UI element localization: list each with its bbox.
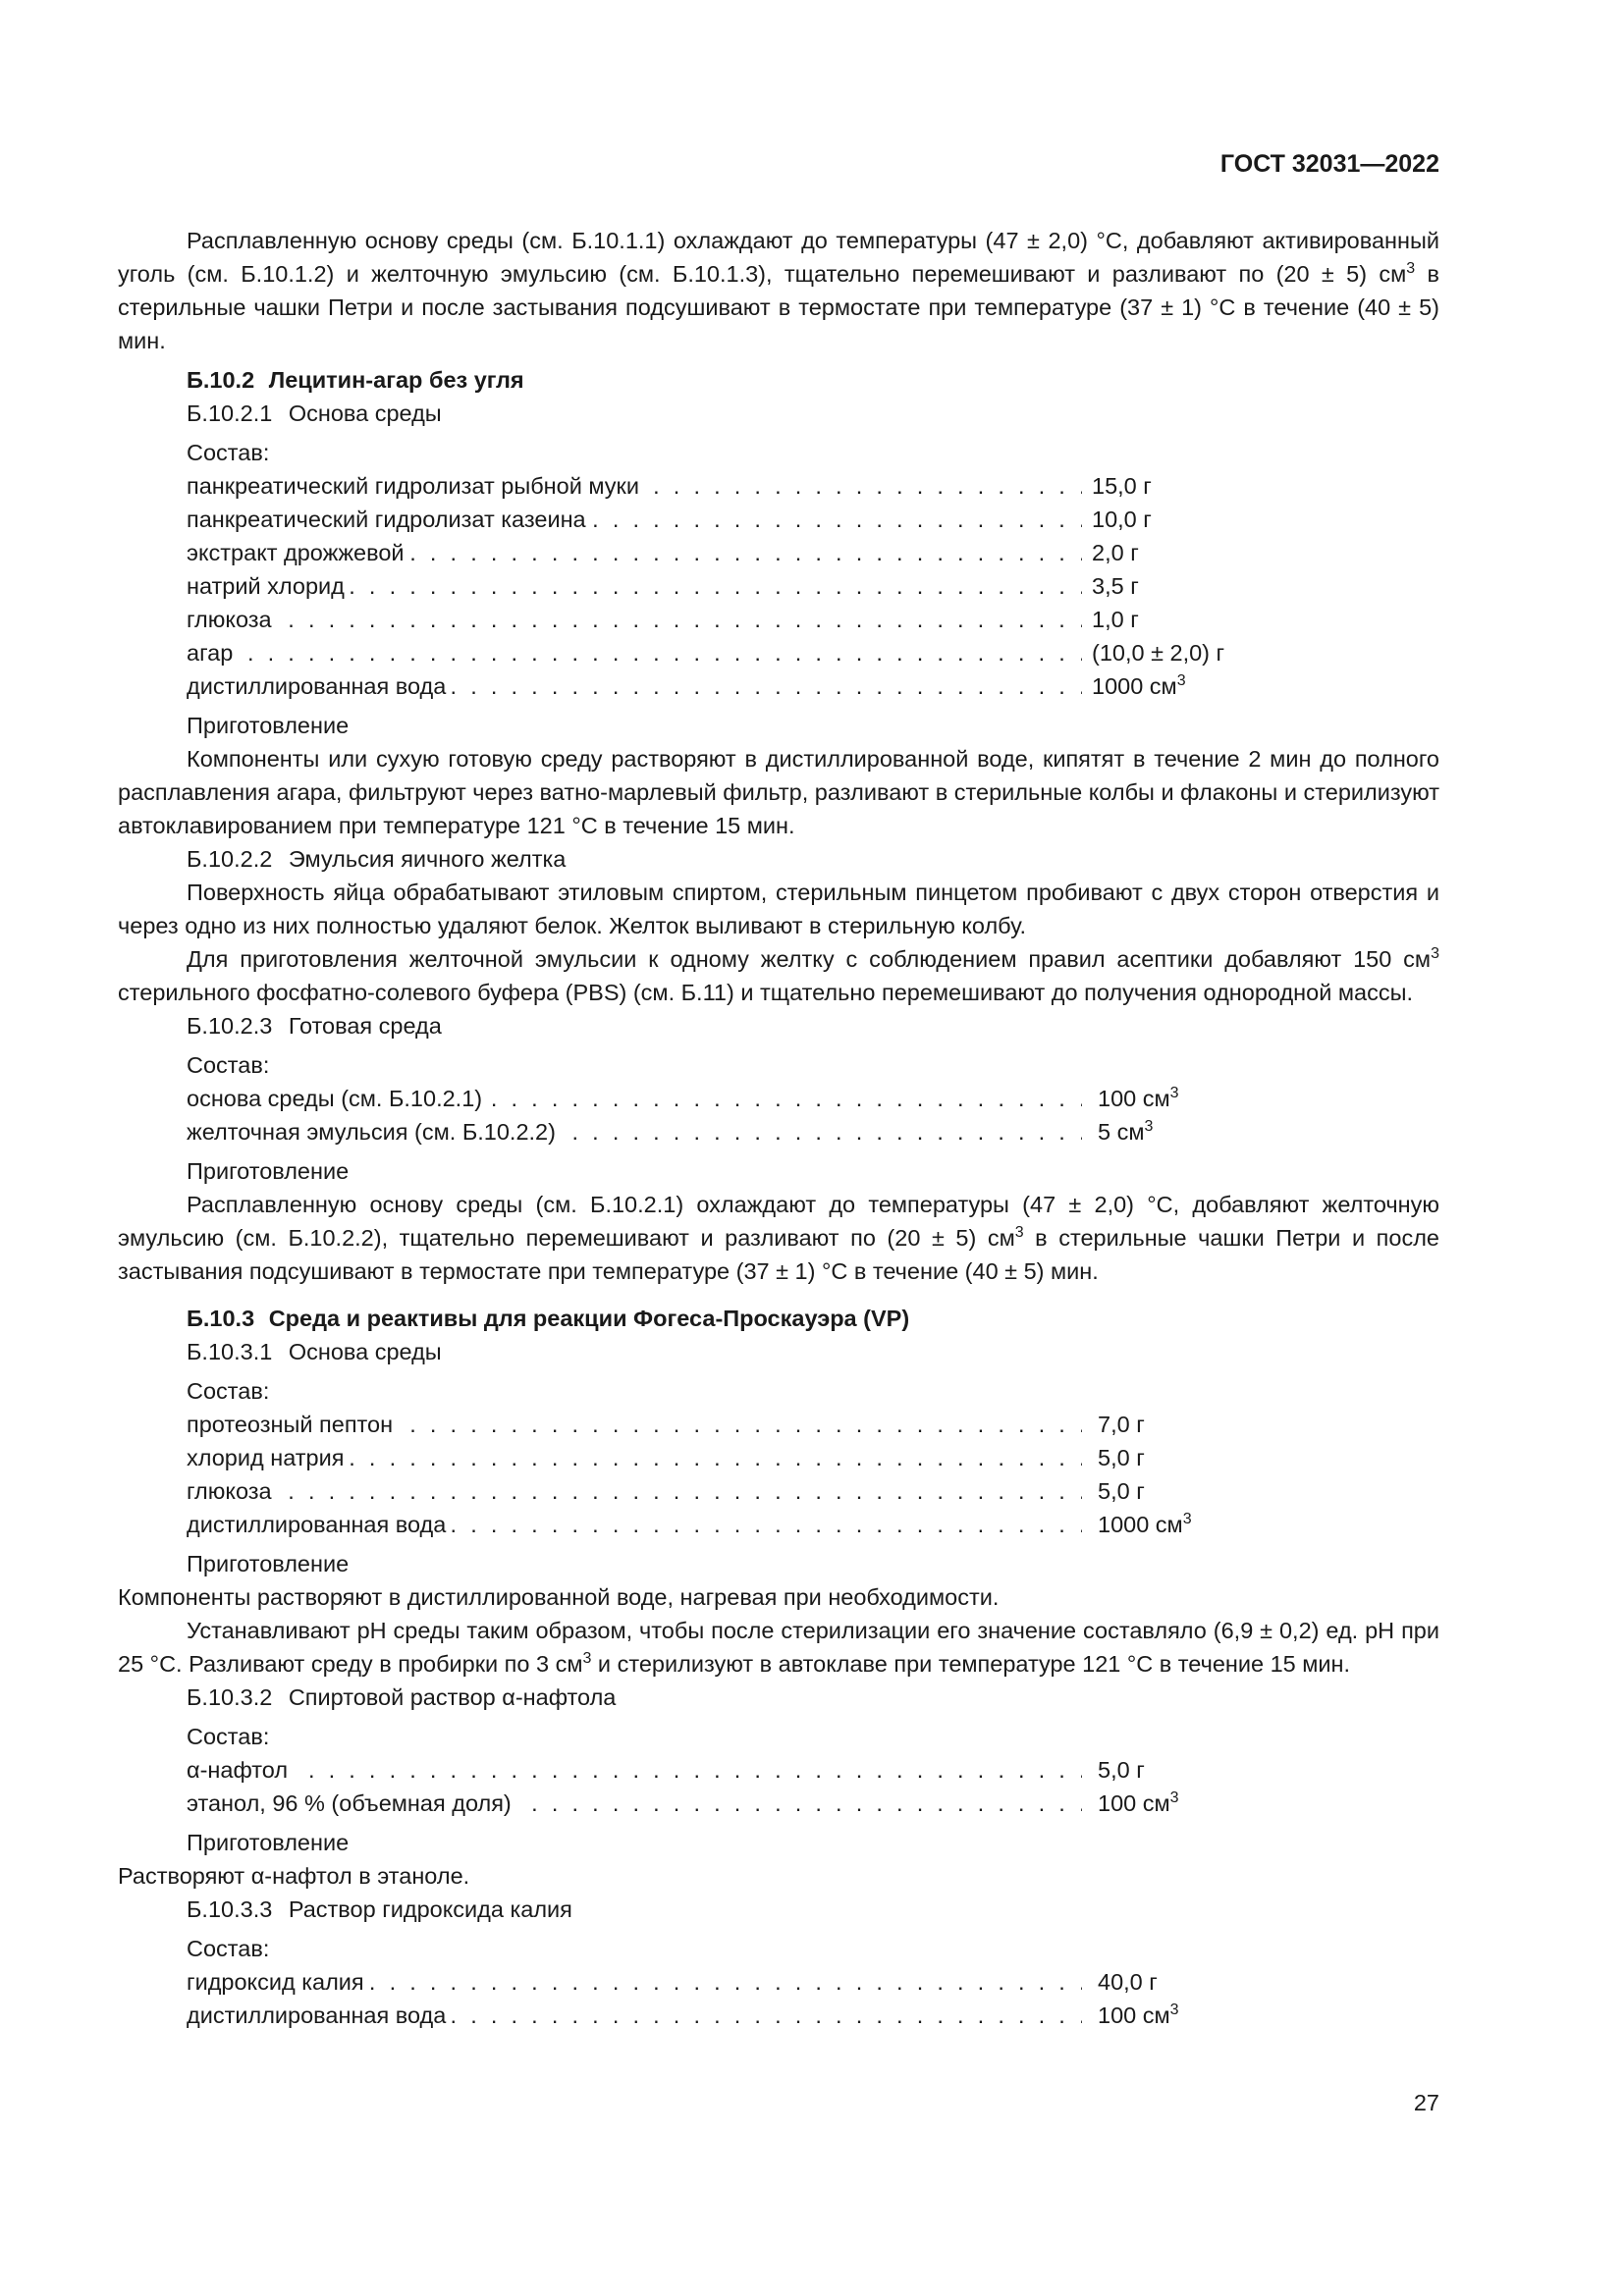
composition-item: [187, 1115, 1218, 1148]
ingredient-name: дистиллированная вода: [187, 1999, 452, 2032]
leader-dots: [187, 636, 1082, 669]
ingredient-amount: 3,5 г: [1092, 573, 1139, 599]
ingredient-name: панкреатический гидролизат казеина: [187, 503, 592, 536]
ingredient-amount: 15,0 г: [1092, 473, 1152, 499]
egg-paragraph-1: Поверхность яйца обрабатывают этиловым спиртом, стерильным пинцетом пробивают с двух сторон отверстия и через одно из них полностью удаляют белок. Желток выливают в стерильную колбу.: [118, 880, 1439, 938]
ph-paragraph: Устанавливают pH среды таким образом, чтобы после стерилизации его значение составляло (6,9 ± 0,2) ед. pH при 25 °С. Разливают среду в пробирки по 3 $см^3$ и стерилизуют в автоклаве при температуре 121 °С в течение 15 мин.: [118, 1618, 1439, 1677]
page-number: 27: [1413, 2090, 1439, 2115]
ingredient-amount: (10,0 ± 2,0) г: [1092, 640, 1225, 666]
ingredient-amount: 7,0 г: [1098, 1412, 1145, 1437]
composition-list: [118, 1965, 1439, 2032]
composition-item: [187, 503, 1218, 536]
subsection-b10-2-2: Б.10.2.2 Эмульсия яичного желтка: [187, 846, 567, 872]
ingredient-name: дистиллированная вода: [187, 669, 452, 703]
ingredient-name: натрий хлорид: [187, 569, 351, 603]
preparation-text: Растворяют α-нафтол в этаноле.: [118, 1863, 470, 1889]
ingredient-name: панкреатический гидролизат рыбной муки: [187, 469, 645, 503]
composition-label: Состав:: [187, 1378, 270, 1404]
subsection-b10-3-3: Б.10.3.3 Раствор гидроксида калия: [187, 1896, 572, 1922]
ingredient-name: желточная эмульсия (см. Б.10.2.2): [187, 1115, 562, 1148]
ingredient-name: α-нафтол: [187, 1753, 294, 1787]
page-content: [118, 224, 1439, 2032]
preparation-text: Компоненты растворяют в дистиллированной воде, нагревая при необходимости.: [118, 1584, 1000, 1610]
section-heading-b10-3: Б.10.3 Среда и реактивы для реакции Фогеса-Проскауэра (VP): [187, 1306, 910, 1331]
composition-item: [187, 1441, 1218, 1474]
subsection-b10-2-3: Б.10.2.3 Готовая среда: [187, 1013, 442, 1039]
egg-paragraph-2: Для приготовления желточной эмульсии к одному желтку с соблюдением правил асептики добавляют 150 $см^3$ стерильного фосфатно-солевого буфера (PBS) (см. Б.11) и тщательно перемешивают до получения однородной массы.: [118, 945, 1439, 1005]
composition-item: [187, 1082, 1218, 1115]
intro-paragraph: Расплавленную основу среды (см. Б.10.1.1) охлаждают до температуры (47 ± 2,0) °С, добавляют активированный уголь (см. Б.10.1.2) и желточную эмульсию (см. Б.10.1.3), тщательно перемешивают и разливают по (20 ± 5) $см^3$ в стерильные чашки Петри и после застывания подсушивают в термостате при температуре (37 ± 1) °С в течение (40 ± 5) мин.: [118, 228, 1440, 353]
ingredient-amount: 5,0 г: [1098, 1445, 1145, 1470]
ingredient-amount: 5 $см^3$: [1098, 1118, 1154, 1145]
ingredient-amount: 100 $см^3$: [1098, 1085, 1179, 1111]
ingredient-name: основа среды (см. Б.10.2.1): [187, 1082, 488, 1115]
preparation-label: Приготовление: [187, 1551, 350, 1576]
ingredient-name: агар: [187, 636, 239, 669]
ingredient-name: хлорид натрия: [187, 1441, 350, 1474]
composition-label: Состав:: [187, 440, 270, 465]
ingredient-amount: 100 $см^3$: [1098, 2002, 1179, 2028]
composition-list: [118, 469, 1439, 703]
subsection-b10-3-1: Б.10.3.1 Основа среды: [187, 1339, 442, 1364]
leader-dots: [187, 1474, 1082, 1508]
ingredient-amount: 5,0 г: [1098, 1478, 1145, 1504]
document-page: [118, 0, 1439, 2296]
subsection-b10-3-2: Б.10.3.2 Спиртовой раствор α-нафтола: [187, 1684, 617, 1710]
ingredient-amount: 100 $см^3$: [1098, 1789, 1179, 1816]
section-heading-b10-2: Б.10.2 Лецитин-агар без угля: [187, 367, 524, 393]
ingredient-name: этанол, 96 % (объемная доля): [187, 1787, 517, 1820]
composition-item: [187, 1474, 1218, 1508]
composition-item: [187, 636, 1225, 669]
composition-label: Состав:: [187, 1936, 270, 1961]
final-paragraph: Расплавленную основу среды (см. Б.10.2.1) охлаждают до температуры (47 ± 2,0) °С, добавляют желточную эмульсию (см. Б.10.2.2), тщательно перемешивают и разливают по (20 ± 5) $см^3$ в стерильные чашки Петри и после застывания подсушивают в термостате при температуре (37 ± 1) °С в течение (40 ± 5) мин.: [118, 1192, 1439, 1284]
composition-item: [187, 1408, 1218, 1441]
leader-dots: [187, 603, 1082, 636]
ingredient-amount: 1,0 г: [1092, 607, 1139, 632]
ingredient-name: гидроксид калия: [187, 1965, 370, 1999]
ingredient-amount: 1000 $см^3$: [1098, 1511, 1192, 1537]
ingredient-name: дистиллированная вода: [187, 1508, 452, 1541]
subsection-b10-2-1: Б.10.2.1 Основа среды: [187, 400, 442, 426]
composition-list: [118, 1408, 1439, 1541]
composition-item: [187, 536, 1218, 569]
preparation-label: Приготовление: [187, 1158, 350, 1184]
ingredient-amount: 1000 $см^3$: [1092, 672, 1186, 699]
ingredient-name: экстракт дрожжевой: [187, 536, 410, 569]
composition-item: [187, 1999, 1218, 2032]
composition-list: [118, 1753, 1439, 1820]
composition-item: [187, 669, 1218, 703]
ingredient-amount: 10,0 г: [1092, 507, 1152, 532]
composition-list: [118, 1082, 1439, 1148]
preparation-label: Приготовление: [187, 1830, 350, 1855]
composition-item: [187, 1753, 1218, 1787]
composition-item: [187, 569, 1218, 603]
ingredient-name: глюкоза: [187, 1474, 278, 1508]
preparation-label: Приготовление: [187, 713, 350, 738]
ingredient-amount: 2,0 г: [1092, 540, 1139, 565]
document-id: ГОСТ 32031—2022: [1219, 150, 1439, 178]
ingredient-amount: 40,0 г: [1098, 1969, 1158, 1995]
leader-dots: [187, 1753, 1082, 1787]
composition-label: Состав:: [187, 1052, 270, 1078]
composition-label: Состав:: [187, 1724, 270, 1749]
ingredient-amount: 5,0 г: [1098, 1757, 1145, 1783]
preparation-text: Компоненты или сухую готовую среду растворяют в дистиллированной воде, кипятят в течение 2 мин до полного расплавления агара, фильтруют через ватно-марлевый фильтр, разливают в стерильные колбы и флаконы и стерилизуют автоклавированием при температуре 121 °С в течение 15 мин.: [118, 746, 1439, 838]
composition-item: [187, 1965, 1218, 1999]
composition-item: [187, 603, 1218, 636]
composition-item: [187, 469, 1218, 503]
ingredient-name: протеозный пептон: [187, 1408, 399, 1441]
ingredient-name: глюкоза: [187, 603, 278, 636]
composition-item: [187, 1787, 1218, 1820]
composition-item: [187, 1508, 1218, 1541]
